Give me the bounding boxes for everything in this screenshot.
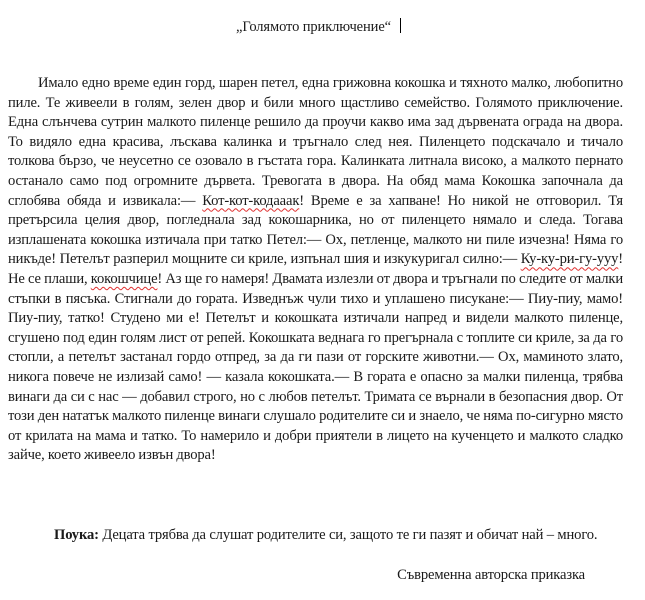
moral-paragraph[interactable]: [8, 526, 623, 546]
spellcheck-word-hen-call: Кот-кот-кодааак: [202, 192, 300, 209]
moral-text: Децата трябва да слушат родителите си, защото те ги пазят и обичат най – много.: [98, 527, 598, 543]
story-paragraph[interactable]: [8, 74, 623, 466]
title-line: [0, 18, 645, 36]
moral-label: Поука:: [54, 527, 99, 543]
story-text-part-4: ! Аз ще го намеря! Двамата излезли от двора и тръгнали по следите от малки стъпки в пясъка. Стигнали до гората. Изведнъж чули тихо и уплашено писукане:— Пиу-пиу, мамо! Пиу-пиу, татко! Студено ми е! Петелът и кокошката изтичали напред и видели малкото пиленце, сгушено под един голям лист от репей. Кокошката веднага го прегърнала с топлите си криле, за да го стопли, а петелът застанал гордо отпред, за да ги пази от горските животни.— Ох, маминото злато, никога повече не излизай само! — казала кокошката.— В гората е опасно за малки пиленца, трябва винаги да си с нас — добавил строго, но с любов петелът. Тримата се върнали в безопасния двор. От този ден нататък малкото пиленце винаги слушало родителите си и знаело, че няма по-сигурно място от крилата на мама и татко. То намерило и добри приятели в лицето на кученцето и малкото сладко зайче, което живеело извън двора!: [8, 270, 623, 464]
story-text-part-3: ! Не се плаши,: [8, 251, 623, 287]
spellcheck-word-hen: кокошчице: [90, 270, 158, 287]
story-text-part-2: ! Време е за хапване! Но никой не отговорил. Тя претърсила целия двор, погледнала зад кокошарника, но от пиленцето нямало и следа. Тогава изплашената кокошка изтичала при татко Петел:— Ох, петленце, малкото ни пиле изчезна! Няма го никъде! Петелът разперил мощните си криле, изпънал шия и изкукуригал силно:—: [8, 192, 623, 268]
attribution-line[interactable]: Съвременна авторска приказка: [397, 567, 585, 583]
text-cursor: [400, 18, 401, 33]
document-title[interactable]: „Голямото приключение“: [235, 19, 391, 35]
story-text-part-1: Имало едно време един горд, шарен петел, една грижовна кокошка и тяхното малко, любопитно пиле. Те живеели в голям, зелен двор и били много щастливо семейство. Голямото приключение. Една слънчева сутрин малкото пиленце решило да проучи какво има зад дървената ограда на двора. То видяло една красива, лъскава калинка и тръгнало след нея. Пиленцето подскачало и тичало толкова бързо, че неусетно се озовало в гъстата гора. Калинката литнала високо, а малкото пернато останало само под огромните дървета. Тревогата в двора. На обяд мама Кокошка започнала да сглобява обяда и извикала:—: [8, 75, 623, 209]
spellcheck-word-rooster-call: Ку-ку-ри-гу-ууу: [520, 251, 619, 268]
